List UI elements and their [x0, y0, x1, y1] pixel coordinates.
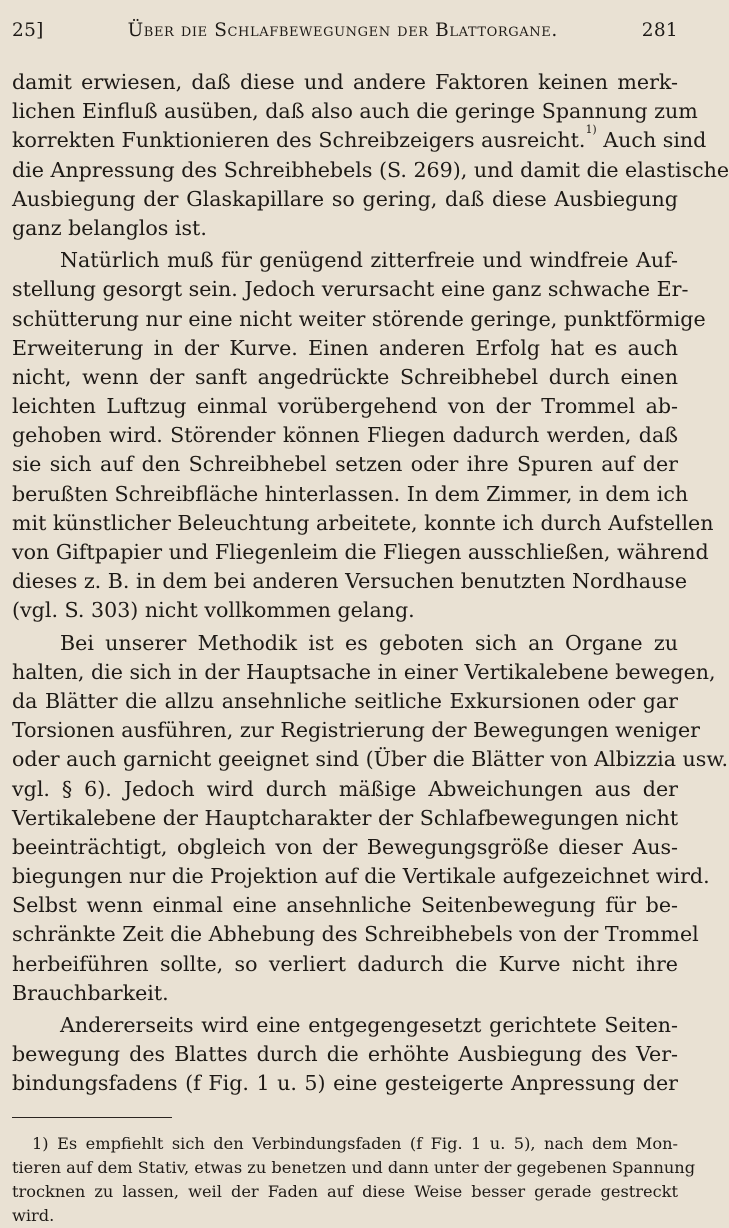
text-line: gehoben wird. Störender können Fliegen dadurch werden, daß [12, 423, 678, 448]
text-line: oder auch garnicht geeignet sind (Über die Blätter von Albizzia usw. [12, 747, 729, 772]
text-line: Brauchbarkeit. [12, 980, 169, 1005]
text-line: sie sich auf den Schreibhebel setzen oder ihre Spuren auf der [12, 452, 678, 477]
text-line: damit erwiesen, daß diese und andere Faktoren keinen merk- [12, 70, 678, 94]
text-line: berußten Schreibfläche hinterlassen. In dem Zimmer, in dem ich [12, 481, 689, 506]
footnote-marker[interactable]: 1) [585, 123, 597, 137]
text-line: ganz belanglos ist. [12, 215, 207, 240]
text-line: schütterung nur eine nicht weiter störende geringe, punktförmige [12, 306, 706, 331]
text-line: die Anpressung des Schreibhebels (S. 269), und damit die elastische [12, 157, 729, 182]
text-line-tail: Auch sind [596, 128, 707, 153]
text-line: (vgl. S. 303) nicht vollkommen gelang. [12, 598, 415, 623]
text-line: leichten Luftzug einmal vorübergehend von der Trommel ab- [12, 394, 678, 419]
body-text [12, 68, 729, 1099]
page-number: 281 [641, 20, 678, 41]
text-line: dieses z. B. in dem bei anderen Versuchen benutzten Nordhause [12, 569, 688, 594]
text-line: halten, die sich in der Hauptsache in einer Vertikalebene bewegen, [12, 659, 716, 684]
text-line: nicht, wenn der sanft angedrückte Schreibhebel durch einen [12, 364, 678, 389]
text-line: lichen Einfluß ausüben, daß also auch die geringe Spannung zum [12, 99, 698, 124]
text-line: da Blätter die allzu ansehnliche seitliche Exkursionen oder gar [12, 688, 678, 713]
text-line: Natürlich muß für genügend zitterfreie und windfreie Auf- [60, 248, 678, 273]
text-line: herbeiführen sollte, so verliert dadurch die Kurve nicht ihre [12, 951, 678, 976]
text-line: biegungen nur die Projektion auf die Vertikale aufgezeichnet wird. [12, 864, 710, 889]
running-header [12, 20, 678, 56]
text-line: vgl. § 6). Jedoch wird durch mäßige Abweichungen aus der [12, 776, 678, 801]
text-line [12, 123, 707, 155]
footnote-line: trocknen zu lassen, weil der Faden auf diese Weise besser gerade gestreckt [12, 1181, 678, 1201]
text-line: Andererseits wird eine entgegengesetzt gerichtete Seiten- [60, 1013, 678, 1037]
running-title: Über die Schlafbewegungen der Blattorgane. [127, 20, 558, 41]
footnote-rule [12, 1117, 172, 1118]
text-line: Ausbiegung der Glaskapillare so gering, daß diese Ausbiegung [12, 186, 678, 211]
text-line-main: korrekten Funktionieren des Schreibzeigers ausreicht. [12, 128, 586, 153]
text-line: Vertikalebene der Hauptcharakter der Schlafbewegungen nicht [12, 805, 679, 830]
text-line: schränkte Zeit die Abhebung des Schreibhebels von der Trommel [12, 922, 699, 947]
text-line: Torsionen ausführen, zur Registrierung der Bewegungen weniger [12, 718, 701, 743]
text-line: Selbst wenn einmal eine ansehnliche Seitenbewegung für be- [12, 893, 678, 918]
footnote-line: tieren auf dem Stativ, etwas zu benetzen und dann unter der gegebenen Spannung [12, 1157, 696, 1177]
chapter-number: 25] [12, 20, 44, 41]
text-line: von Giftpapier und Fliegenleim die Fliegen ausschließen, während [12, 540, 709, 564]
footnote-line: 1) Es empfiehlt sich den Verbindungsfaden (f Fig. 1 u. 5), nach dem Mon- [32, 1133, 678, 1153]
text-line: Erweiterung in der Kurve. Einen anderen Erfolg hat es auch [12, 335, 678, 360]
footnotes [12, 1132, 696, 1228]
text-line: beeinträchtigt, obgleich von der Bewegungsgröße dieser Aus- [12, 834, 678, 859]
text-line: mit künstlicher Beleuchtung arbeitete, konnte ich durch Aufstellen [12, 510, 714, 535]
text-line: bindungsfadens (f Fig. 1 u. 5) eine gesteigerte Anpressung der [12, 1071, 678, 1096]
text-line: Bei unserer Methodik ist es geboten sich an Organe zu [60, 630, 678, 655]
text-line: bewegung des Blattes durch die erhöhte Ausbiegung des Ver- [12, 1042, 678, 1067]
footnote-line: wird. [12, 1205, 55, 1225]
text-line: stellung gesorgt sein. Jedoch verursacht eine ganz schwache Er- [12, 277, 689, 302]
